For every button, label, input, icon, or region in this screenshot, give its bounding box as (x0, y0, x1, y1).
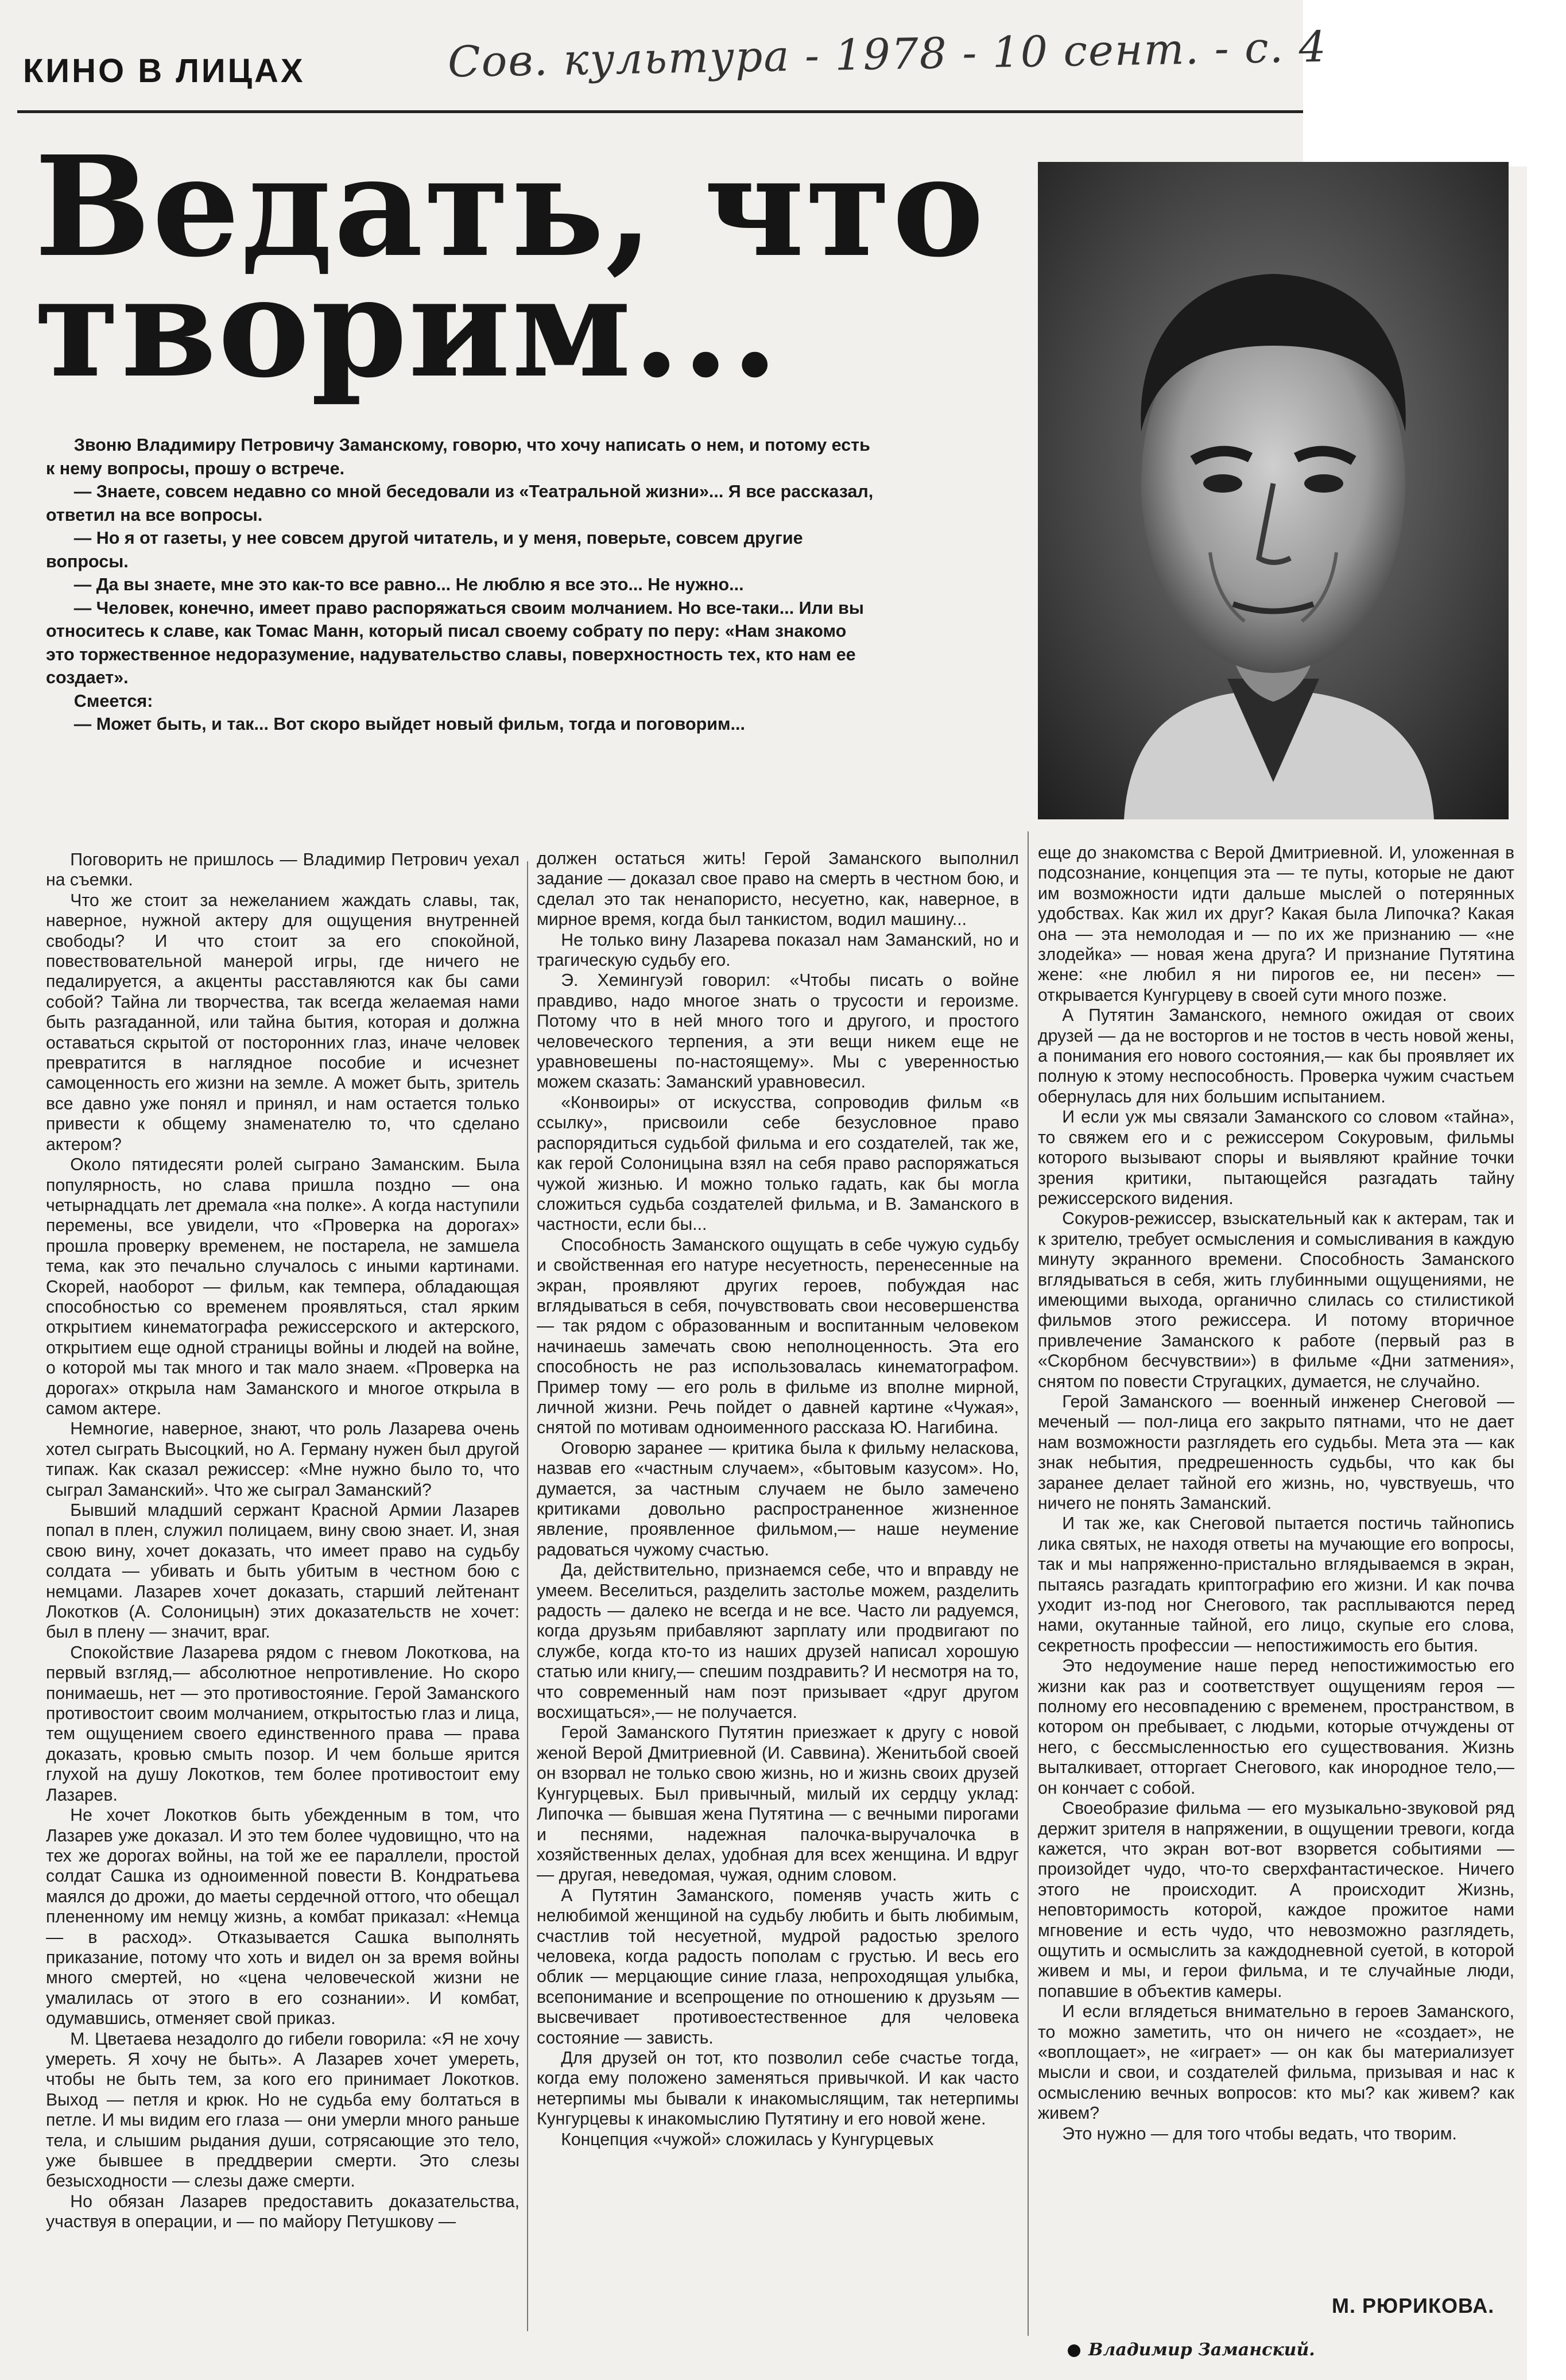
body-paragraph: Не хочет Локотков быть убежденным в том, что Лазарев уже доказал. И это тем более чудовищно, что на тех же дорогах войны, на той же ее параллели, простой солдат Сашка из одноименной повести В. Кондратьева маялся до дрожи, до маеты сердечной оттого, что обещал плененному им немцу жизнь, а комбат приказал: «Немца — в расход». Отказывается Сашка выполнять приказание, потому что хоть и видел он за время войны много смертей, но «цена человеческой жизни не умалилась от этого в его сознании». И комбат, одумавшись, отменяет свой приказ. (46, 1806, 520, 2029)
body-paragraph: Оговорю заранее — критика была к фильму неласкова, назвав его «частным случаем», «бытовым казусом». Но, думается, за частным случаем не было замечено критиками довольно распространенное жизненное явление, проявленное фильмом,— наше неумение радоваться чужому счастью. (537, 1438, 1019, 1559)
column-divider (1028, 831, 1029, 2336)
author-signature: М. РЮРИКОВА. (1332, 2294, 1495, 2317)
article-column-2 (537, 849, 1019, 2330)
section-rubric: КИНО В ЛИЦАХ (23, 52, 305, 90)
article-headline (34, 126, 1022, 408)
body-paragraph: Да, действительно, признаемся себе, что и вправду не умеем. Веселиться, разделить застолье можем, разделить радость — далеко не всегда и не все. Часто ли радуемся, когда друзьям прибавляют зарплату или продвигают по службе, когда кто-то из наших друзей написал хорошую статью или книгу,— спешим поздравить? И несмотря на то, что современный нам поэт призывает «друг другом восхищаться»,— не получается. (537, 1561, 1019, 1723)
bullet-dot-icon (1068, 2344, 1080, 2357)
lead-paragraph: — Знаете, совсем недавно со мной беседовали из «Театральной жизни»... Я все рассказал, ответил на все вопросы. (46, 482, 874, 525)
body-paragraph: А Путятин Заманского, немного ожидая от своих друзей — да не восторгов и не тостов в честь новой жены, а понимания его нового состояния,— как бы проявляет их полную к этому неспособность. Проверка чужим счастьем обернулась для них большим испытанием. (1038, 1006, 1514, 1106)
lead-paragraph: — Человек, конечно, имеет право распоряжаться своим молчанием. Но все-таки... Или вы относитесь к славе, как Томас Манн, который писал своему собрату по перу: «Нам знакомо это торжественное недоразумение, надувательство славы, поверхностность тех, кто нам ее создает». (46, 598, 864, 687)
body-paragraph: Своеобразие фильма — его музыкально-звуковой ряд держит зрителя в напряжении, в ощущении тревоги, когда кажется, что экран вот-вот взорвется событиями — произойдет чудо, что-то сверхфантастическое. Ничего этого не происходит. А происходит Жизнь, неповторимость которой, каждое прожитое нами мгновение и есть чудо, что невозможно разглядеть, ощутить и осмыслить за каждодневной суетой, в которой живем и мы, и герои фильма, и те случайные люди, попавшие в объектив камеры. (1038, 1799, 1514, 2001)
body-paragraph: Поговорить не пришлось — Владимир Петрович уехал на съемки. (46, 850, 520, 890)
portrait-photo (1038, 162, 1509, 819)
body-paragraph: должен остаться жить! Герой Заманского выполнил задание — доказал свое право на смерть в честном бою, и сделал это так ненапористо, несуетно, как, наверное, в мирное время, когда был танкистом, водил машину... (537, 849, 1019, 930)
photo-caption (1068, 2340, 1315, 2360)
body-paragraph: «Конвоиры» от искусства, сопроводив фильм «в ссылку», присвоили себе безусловное право распорядиться судьбой фильма и его создателей, так же, как герой Солоницына взял на себя право распоряжаться чужой жизнью. И можно только гадать, как бы могла сложиться судьба создателей фильма, и В. Заманского в частности, если бы... (537, 1093, 1019, 1234)
body-paragraph: Сокуров-режиссер, взыскательный как к актерам, так и к зрителю, требует осмысления и сомысливания в каждую минуту экранного времени. Способность Заманского вглядываться в себя, жить глубинными ощущениями, не имеющими выхода, органично слилась со стилистикой фильмов этого режиссера. И потому вторичное привлечение Заманского к работе (первый раз в «Скорбном бесчувствии») в фильме «Дни затмения», снятом по повести Стругацких, думается, не случайно. (1038, 1209, 1514, 1391)
headline-line-1: Ведать, что (34, 126, 986, 288)
portrait-image (1038, 162, 1509, 819)
body-paragraph: Э. Хемингуэй говорил: «Чтобы писать о войне правдиво, надо многое знать о трусости и героизме. Потому что в ней много того и другого, и простого человеческого терпения, а эти вещи никем еще не уравновешены по-настоящему». Мы с уверенностью можем сказать: Заманский уравновесил. (537, 971, 1019, 1092)
body-paragraph: Немногие, наверное, знают, что роль Лазарева очень хотел сыграть Высоцкий, но А. Герману нужен был другой типаж. Как сказал режиссер: «Мне нужно было то, что сыграл Заманский». Что же сыграл Заманский? (46, 1419, 520, 1500)
lead-paragraph: — Да вы знаете, мне это как-то все равно... Не люблю я все это... Не нужно... (73, 575, 744, 594)
lead-paragraph: Звоню Владимиру Петровичу Заманскому, говорю, что хочу написать о нем, и потому есть к нему вопросы, прошу о встрече. (46, 435, 870, 478)
body-paragraph: И если уж мы связали Заманского со словом «тайна», то свяжем его и с режиссером Сокуровым, фильмы которого вызывают споры и выявляют крайние точки зрения критики, пытающейся разгадать тайну режиссерского видения. (1038, 1108, 1514, 1208)
body-paragraph: И так же, как Снеговой пытается постичь тайнопись лика святых, не находя ответы на мучающие его вопросы, так и мы напряженно-пристально вглядываемся в экран, пытаясь разгадать криптографию его жизни. И как почва уходит из-под ног Снегового, так расплываются перед нами, окутанные тайной, его лицо, скупые его слова, секретность профессии — непостижимость его бытия. (1038, 1514, 1514, 1655)
body-paragraph: Не только вину Лазарева показал нам Заманский, но и трагическую судьбу его. (537, 930, 1019, 970)
body-paragraph: Спокойствие Лазарева рядом с гневом Локоткова, на первый взгляд,— абсолютное непротивление. Но скоро понимаешь, нет — это противостояние. Герой Заманского противостоит своим молчанием, открытостью глаз и лица, тем ощущением своего единственного права — права доказать, кровью смыть позор. И чем больше ярится глухой на душу Локотков, тем более противостоит ему Лазарев. (46, 1643, 520, 1805)
article-lead-interview (46, 434, 878, 736)
lead-paragraph: — Может быть, и так... Вот скоро выйдет новый фильм, тогда и поговорим... (73, 714, 745, 734)
body-paragraph: А Путятин Заманского, поменяв участь жить с нелюбимой женщиной на судьбу любить и быть любимым, счастлив той несуетной, мудрой радостью зрелого человека, когда радость пополам с грустью. И весь его облик — мерцающие синие глаза, непроходящая улыбка, всепонимание и всепрощение по отношению к друзьям — высвечивает противоестественное для человека состояние — зависть. (537, 1886, 1019, 2048)
body-paragraph: Герой Заманского Путятин приезжает к другу с новой женой Верой Дмитриевной (И. Саввина). Женитьбой своей он взорвал не только свою жизнь, но и жизнь своих друзей Кунгурцевых. Был привычный, милый их сердцу уклад: Липочка — бывшая жена Путятина — с вечными пирогами и песнями, надежная палочка-выручалочка в хозяйственных делах, удобная для всех женщина. И вдруг — другая, неведомая, чужая, одним словом. (537, 1723, 1019, 1885)
article-column-3 (1038, 843, 1514, 2324)
clipping-cut-edge (1303, 0, 1566, 167)
handwritten-source-note: Сов. культура - 1978 - 10 сент. - с. 4 (447, 22, 1328, 87)
article-column-1 (46, 850, 520, 2331)
lead-paragraph: — Но я от газеты, у нее совсем другой читатель, и у меня, поверьте, совсем другие вопросы. (46, 528, 803, 571)
body-paragraph: Но обязан Лазарев предоставить доказательства, участвуя в операции, и — по майору Петушкову — (46, 2192, 520, 2232)
clipping-cut-edge-right (1527, 167, 1566, 2380)
body-paragraph: Что же стоит за нежеланием жаждать славы, так, наверное, нужной актеру для ощущения внутренней свободы? И что стоит за его спокойной, повествовательной манерой игры, где ничего не педалируется, а акценты расставляются как бы сами собой? Тайна ли творчества, так всегда желаемая нами быть разгаданной, или тайна бытия, которая и должна оставаться скрытой от посторонних глаз, иначе человек превратится в наглядное пособие и исчезнет самоценность его жизни на земле. А может быть, зритель все давно уже понял и принял, и нам остается только привести к общему знаменателю то, что сделано актером? (46, 891, 520, 1154)
body-paragraph: Для друзей он тот, кто позволил себе счастье тогда, когда ему положено заменяться привычкой. И как часто нетерпимы мы бывали к инакомыслящим, так нетерпимы Кунгурцевы к инакомыслию Путятину и его новой жене. (537, 2048, 1019, 2129)
body-paragraph: Это нужно — для того чтобы ведать, что творим. (1062, 2124, 1457, 2143)
body-paragraph: Концепция «чужой» сложилась у Кунгурцевых (561, 2130, 934, 2149)
body-paragraph: Около пятидесяти ролей сыграно Заманским. Была популярность, но слава пришла поздно — она четырнадцать лет дремала «на полке». А когда наступили перемены, все увидели, что «Проверка на дорогах» прошла проверку временем, не постарела, не замшела тема, как это печально случалось с иными картинами. Скорей, наоборот — фильм, как темпера, обладающая способностью со временем проявляться, стал ярким открытием кинематографа режиссерского и актерского, открытием еще одной страницы войны и людей на войне, о которой мы так много и так мало знаем. «Проверка на дорогах» открыла нам Заманского и многое открыла в самом актере. (46, 1155, 520, 1418)
headline-line-2: творим... (34, 246, 780, 408)
body-paragraph: И если вглядеться внимательно в героев Заманского, то можно заметить, что он ничего не «создает», не «воплощает», не «играет» — он как бы материализует мысли и свои, и создателей фильма, призывая и нас к осмыслению вечных вопросов: кто мы? как живем? как живем? (1038, 2002, 1514, 2123)
body-paragraph: Это недоумение наше перед непостижимостью его жизни как раз и соответствует ощущениям героя — полному его несовпадению с временем, пространством, в котором он пребывает, с людьми, которые отчуждены от него, с бессмысленностью его существования. Жизнь выталкивает, отторгает Снегового, как инородное тело,— он кончает с собой. (1038, 1657, 1514, 1798)
caption-text: Владимир Заманский. (1088, 2340, 1315, 2360)
lead-paragraph: Смеется: (73, 691, 153, 711)
body-paragraph: Способность Заманского ощущать в себе чужую судьбу и свойственная его натуре несуетность, перенесенные на экран, проявляют других героев, побуждая нас вглядываться в себя, почувствовать свои несовершенства — так рядом с образованным и воспитанным человеком начинаешь замечать свою неполноценность. Эта его способность не раз использовалась кинематографом. Пример тому — его роль в фильме из вполне мирной, личной жизни. Речь пойдет о давней картине «Чужая», снятой по мотивам одноименного рассказа Ю. Нагибина. (537, 1235, 1019, 1438)
column-divider (527, 861, 528, 2331)
body-paragraph: еще до знакомства с Верой Дмитриевной. И, уложенная в подсознание, концепция эта — те путы, которые не дают им возможности идти дальше мыслей о потерянных удобствах. Как жил их друг? Какая была Липочка? Какая она — эта немолодая и — по их же признанию — «не злодейка» — новая жена друга? И признание Путятина жене: «не любил я ни пирогов ее, ни песен» — открывается Кунгурцеву в своей сути много позже. (1038, 843, 1514, 1005)
body-paragraph: Герой Заманского — военный инженер Снеговой — меченый — пол-лица его закрыто пятнами, что не дает нам возможности разглядеть его судьбы. Мета эта — как знак небытия, предрешенность судьбы, что как бы заранее делает тайной его жизнь, но, чувствуешь, что ничего не понять Заманский. (1038, 1392, 1514, 1513)
body-paragraph: М. Цветаева незадолго до гибели говорила: «Я не хочу умереть. Я хочу не быть». А Лазарев хочет умереть, чтобы не быть тем, за кого его принимает Локотков. Выход — петля и крюк. Но не судьба ему болтаться в петле. И мы видим его глаза — они умерли много раньше тела, и слышим рыдания души, сотрясающие это тело, уже бывшее в преддверии смерти. Это слезы безысходности — слезы даже смерти. (46, 2029, 520, 2191)
header-rule (17, 110, 1303, 113)
body-paragraph: Бывший младший сержант Красной Армии Лазарев попал в плен, служил полицаем, вину свою знает. И, зная свою вину, хочет доказать, что имеет право на судьбу солдата — убивать и быть убитым в честном бою с немцами. Лазарев хочет доказать, старший лейтенант Локотков (А. Солоницын) этих доказательств не хочет: был в плену — значит, враг. (46, 1501, 520, 1642)
